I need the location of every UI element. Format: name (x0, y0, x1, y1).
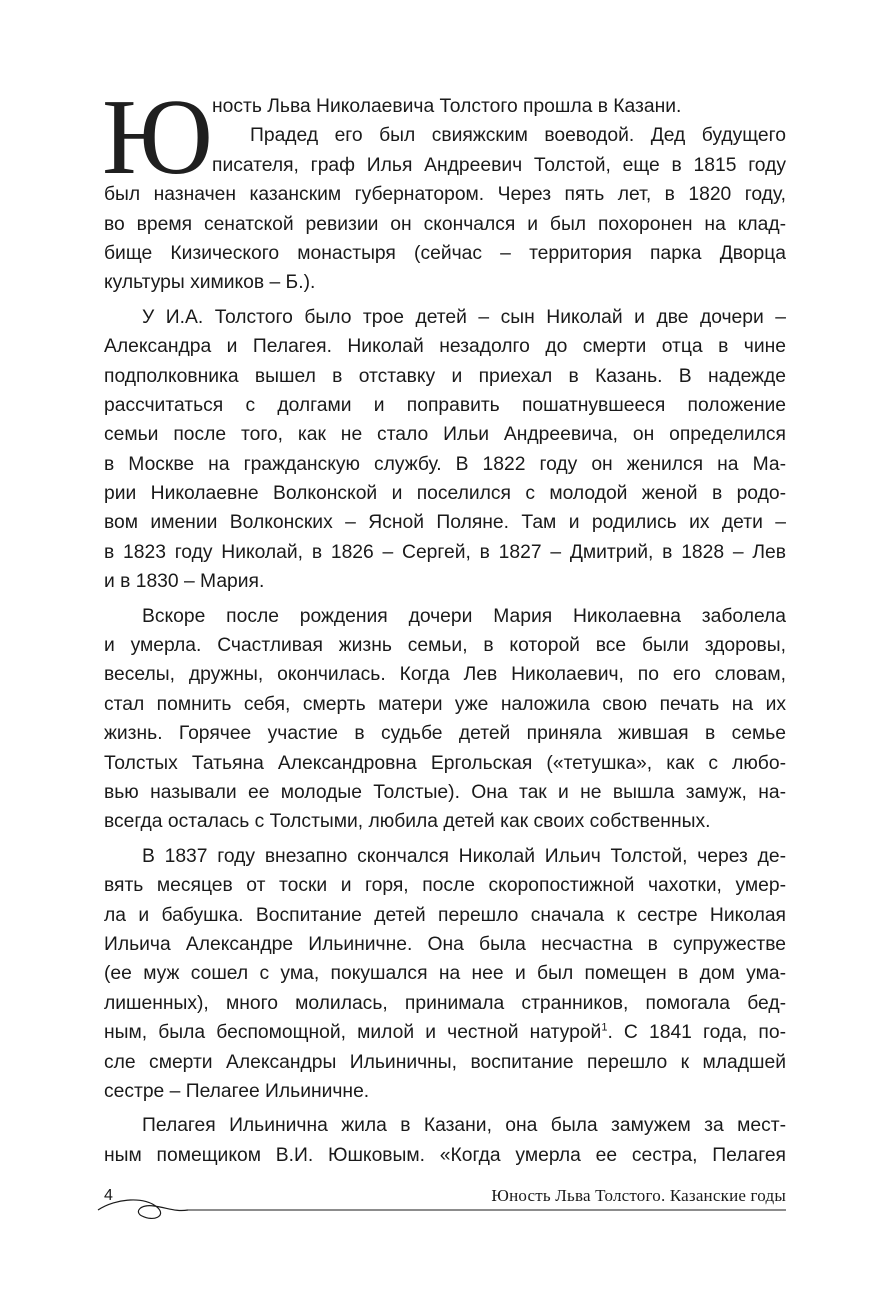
text-line: и в 1830 – Мария. (104, 571, 265, 593)
text-line: У И.А. Толстого было трое детей – сын Николай и две дочери – (142, 306, 786, 328)
page-body (102, 78, 786, 1170)
text-line: бище Кизического монастыря (сейчас – территория парка Дворца (104, 242, 786, 264)
text-line: ность Льва Николаевича Толстого прошла в Казани. (212, 96, 682, 117)
text-segment: ным, была беспомощной, милой и честной натурой (104, 1022, 602, 1044)
text-line: Вскоре после рождения дочери Мария Николаевна заболела (142, 605, 786, 627)
text-line: (ее муж сошел с ума, покушался на нее и был помещен в дом ума- (104, 963, 786, 985)
paragraph (104, 303, 786, 597)
first-paragraph (102, 78, 786, 298)
text-line: Толстых Татьяна Александровна Ергольская («тетушка», как с любо- (104, 752, 786, 774)
text-line: ным помещиком В.И. Юшковым. «Когда умерла ее сестра, Пелагея (104, 1144, 786, 1166)
text-line: писателя, граф Илья Андреевич Толстой, еще в 1815 году (212, 154, 786, 176)
text-line: подполковника вышел в отставку и приехал в Казань. В надежде (104, 365, 786, 387)
text-line: стал помнить себя, смерть матери уже наложила свою печать на их (104, 693, 786, 715)
drop-cap: Ю (102, 78, 212, 197)
running-title: Юность Льва Толстого. Казанские годы (491, 1186, 786, 1205)
footnote-ref[interactable]: 1 (601, 1021, 608, 1034)
text-line: ла и бабушка. Воспитание детей перешло сначала к сестре Николая (104, 904, 786, 926)
paragraph (104, 842, 786, 1107)
paragraph (104, 1111, 786, 1170)
text-segment: . С 1841 года, по- (607, 1022, 786, 1044)
text-line: и умерла. Счастливая жизнь семьи, в которой все были здоровы, (104, 635, 786, 657)
text-line: был назначен казанским губернатором. Через пять лет, в 1820 году, (104, 184, 786, 206)
text-line: культуры химиков – Б.). (104, 272, 316, 294)
text-line: В 1837 году внезапно скончался Николай Ильич Толстой, через де- (142, 845, 786, 867)
page-footer (96, 1186, 786, 1226)
text-line: в 1823 году Николай, в 1826 – Сергей, в 1827 – Дмитрий, в 1828 – Лев (104, 541, 786, 563)
paragraph (104, 602, 786, 837)
text-line: сестре – Пелагее Ильиничне. (104, 1080, 370, 1102)
text-line: вом имении Волконских – Ясной Поляне. Там и родились их дети – (104, 512, 786, 534)
text-line: веселы, дружны, окончилась. Когда Лев Николаевич, по его словам, (104, 664, 786, 686)
text-line: вять месяцев от тоски и горя, после скоропостижной чахотки, умер- (104, 875, 786, 897)
text-line: во время сенатской ревизии он скончался и был похоронен на клад- (104, 213, 786, 235)
text-line: Александра и Пелагея. Николай незадолго до смерти отца в чине (104, 336, 786, 358)
text-line: Прадед его был свияжским воеводой. Дед будущего (250, 125, 786, 147)
text-line: сле смерти Александры Ильиничны, воспитание перешло к младшей (104, 1051, 786, 1073)
text-line: рассчитаться с долгами и поправить пошатнувшееся положение (104, 394, 786, 416)
text-line: Пелагея Ильинична жила в Казани, она была замужем за мест- (142, 1115, 786, 1137)
text-line (104, 1018, 786, 1047)
text-line: Ильича Александре Ильиничне. Она была несчастна в супружестве (104, 933, 786, 955)
text-line: рии Николаевне Волконской и поселился с молодой женой в родо- (104, 483, 786, 505)
page-number: 4 (104, 1187, 113, 1204)
text-line: жизнь. Горячее участие в судьбе детей приняла жившая в семье (104, 723, 786, 745)
text-line: вью называли ее молодые Толстые). Она так и не вышла замуж, на- (104, 781, 786, 803)
text-line: в Москве на гражданскую службу. В 1822 году он женился на Ма- (104, 453, 786, 475)
text-line: лишенных), много молилась, принимала странников, помогала бед- (104, 992, 786, 1014)
text-line: всегда осталась с Толстыми, любила детей как своих собственных. (104, 811, 711, 833)
text-line: семьи после того, как не стало Ильи Андреевича, он определился (104, 424, 786, 446)
